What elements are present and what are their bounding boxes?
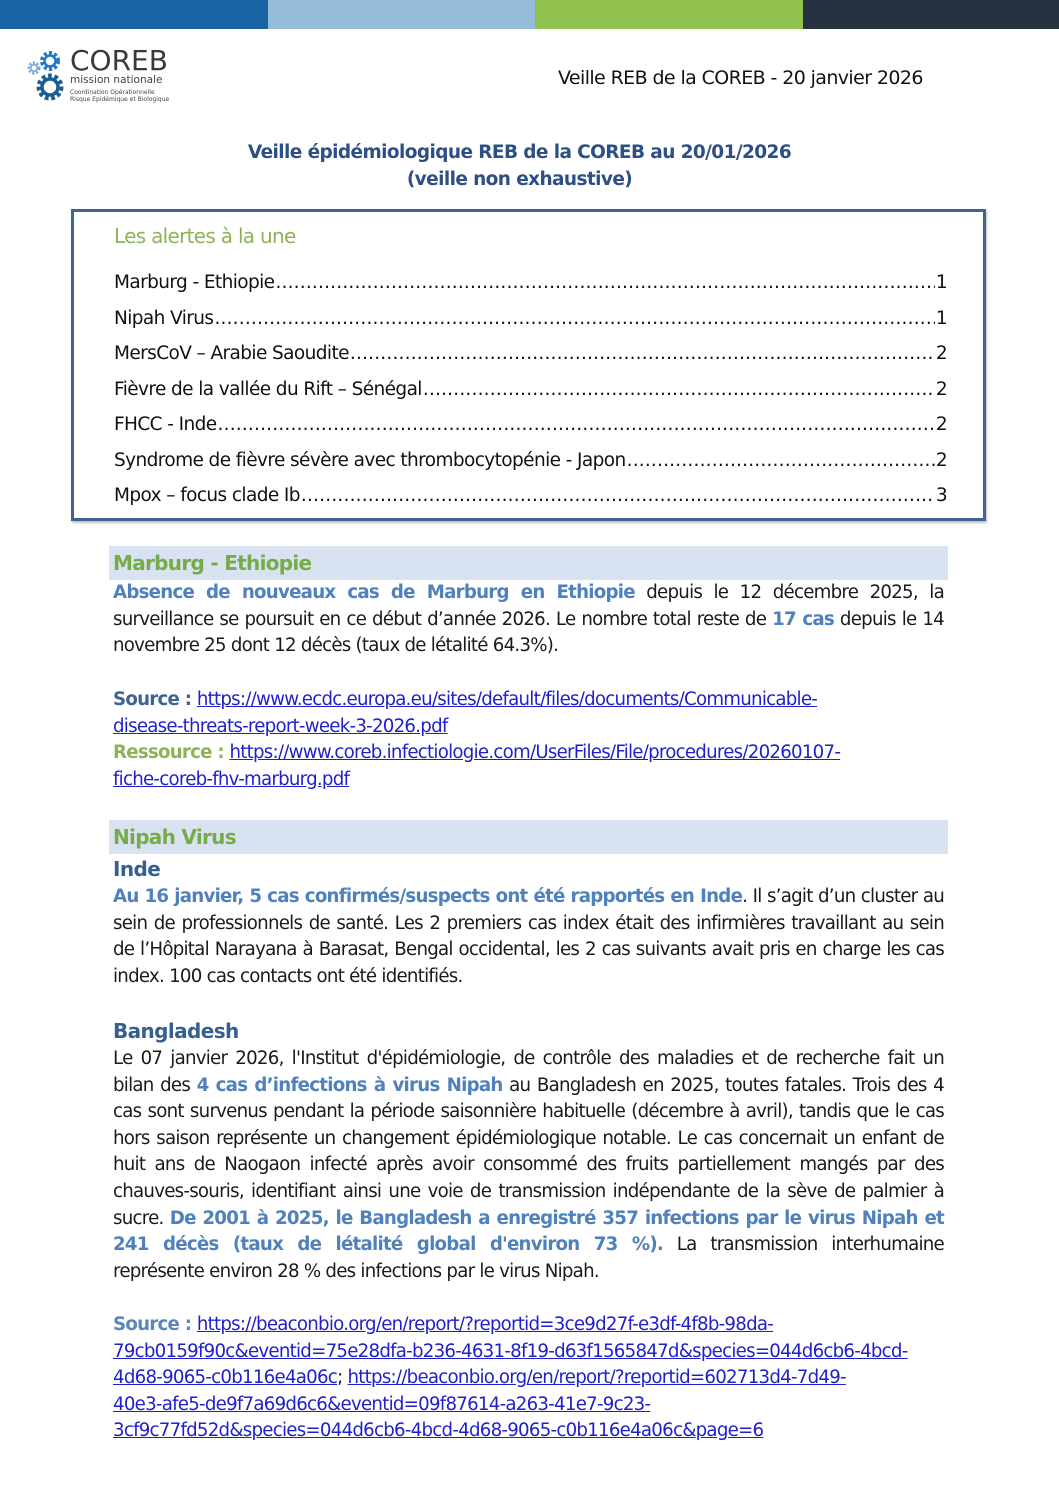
toc-page-number: 3 [935,485,947,506]
marburg-paragraph [113,580,944,660]
toc-item-merscov[interactable] [114,343,947,379]
toc-list [114,272,947,521]
section-header-marburg [109,546,948,580]
source-link-beaconbio-2[interactable]: https://beaconbio.org/en/report/?reportid=602713d4-7d49- [347,1367,846,1389]
document-subtitle: (veille non exhaustive) [406,169,633,190]
coreb-logo [26,44,170,106]
toc-page-number: 2 [935,343,947,364]
highlight-text: 4 cas d’infections à virus Nipah [196,1074,503,1096]
body-text: depuis le 12 décembre 2025, la surveillance se poursuit en ce début d’année 2026. Le nombre total reste de [113,582,944,630]
color-bar-segment-light-blue [268,0,535,29]
section-title: Nipah Virus [113,825,236,849]
body-text: au Bangladesh en 2025, toutes fatales. Trois des 4 cas sont survenus pendant la période saisonnière habituelle (décembre à avril), tandis que le cas hors saison représente un changement épidémiologique notable. Le cas concernait un enfant de huit ans de Naogaon infecté après avoir consommé des fruits partiellement mangés par des chauves-souris, identifiant ainsi une voie de transmission indépendante de la sève de palmier à sucre. [113,1074,944,1229]
section-header-nipah [109,820,948,854]
toc-leader-dots [275,272,934,293]
toc-item-label: Marburg - Ethiopie [114,272,275,293]
nipah-bangladesh-paragraph [113,1046,944,1285]
logo-tagline-1: Coordination Opérationnelle [70,89,155,96]
toc-leader-dots [214,308,934,329]
toc-item-label: MersCoV – Arabie Saoudite [114,343,349,364]
toc-item-mpox[interactable] [114,485,947,521]
logo-wordmark: COREB [70,44,168,77]
document-title: Veille épidémiologique REB de la COREB au 20/01/2026 [247,142,792,163]
source-link-ecdc-cont[interactable]: disease-threats-report-week-3-2026.pdf [113,715,448,737]
toc-item-marburg[interactable] [114,272,947,308]
source-link-beaconbio-2-end[interactable]: 3cf9c77fd52d&species=044d6cb6-4bcd-4d68-9065-c0b116e4a06c&page=6 [113,1420,764,1442]
body-text: depuis le 14 novembre 25 dont 12 décès (taux de létalité 64.3%). [113,608,944,657]
source-link-beaconbio-1-end[interactable]: 4d68-9065-c0b116e4a06c [113,1367,338,1389]
logo-tagline-2: Risque Epidémique et Biologique [70,96,170,103]
source-label: Source : [113,689,197,710]
toc-leader-dots [218,414,935,435]
subheading-bangladesh: Bangladesh [113,1019,239,1043]
toc-page-number: 1 [935,272,947,293]
highlight-text: Absence de nouveaux cas de Marburg en Ethiopie [113,582,635,603]
toc-leader-dots [350,343,935,364]
toc-item-label: Mpox – focus clade Ib [114,485,300,506]
toc-item-label: FHCC - Inde [114,414,217,435]
toc-leader-dots [627,450,935,471]
toc-leader-dots [301,485,935,506]
toc-page-number: 1 [935,307,947,329]
toc-item-fhcc[interactable] [114,414,947,450]
running-header-title: Veille REB de la COREB - 20 janvier 2026 [558,67,923,89]
highlight-text: 17 cas [772,608,835,630]
toc-item-label: Syndrome de fièvre sévère avec thrombocytopénie - Japon [114,449,626,471]
highlight-text: Au 16 janvier, 5 cas confirmés/suspects ont été rapportés en Inde [113,886,743,907]
subheading-inde: Inde [113,857,161,881]
toc-page-number: 2 [935,449,947,471]
toc-item-sfts[interactable] [114,450,947,486]
header-color-bar [0,0,1059,29]
toc-item-rift-valley[interactable] [114,379,947,415]
source-link-beaconbio-1-cont[interactable]: 79cb0159f90c&eventid=75e28dfa-b236-4631-8f19-d63f1565847d&species=044d6cb6-4bcd- [113,1340,908,1362]
resource-link-coreb-cont[interactable]: fiche-coreb-fhv-marburg.pdf [113,768,350,790]
color-bar-segment-green [535,0,803,29]
source-link-ecdc[interactable]: https://www.ecdc.europa.eu/sites/default/files/documents/Communicable- [196,689,818,710]
gears-icon [26,48,70,104]
source-label: Source : [113,1314,197,1335]
body-text: . Il s’agit d’un cluster au sein de professionnels de santé. Les 2 premiers cas index était des infirmières travaillant au sein de l’Hôpital Narayana à Barasat, Bengal occidental, les 2 cas suivants avait pris en charge les cas index. 100 cas contacts ont été identifiés. [113,886,944,987]
toc-page-number: 2 [935,414,947,435]
toc-item-nipah[interactable] [114,308,947,344]
marburg-sources [113,687,953,793]
toc-item-label: Nipah Virus [114,307,214,329]
toc-heading: Les alertes à la une [114,224,296,248]
toc-page-number: 2 [935,378,947,400]
body-text: Le 07 janvier 2026, l'Institut d'épidémiologie, de contrôle des maladies et de recherche fait un bilan des [113,1048,944,1096]
section-title: Marburg - Ethiopie [113,551,312,575]
body-text: La transmission interhumaine représente environ 28 % des infections par le virus Nipah. [113,1234,944,1282]
nipah-inde-paragraph [113,884,944,990]
resource-link-coreb[interactable]: https://www.coreb.infectiologie.com/UserFiles/File/procedures/20260107- [229,742,841,764]
nipah-sources [113,1312,953,1445]
color-bar-segment-dark-blue [0,0,268,29]
logo-subtitle: mission nationale [70,74,163,86]
highlight-text: De 2001 à 2025, le Bangladesh a enregistré 357 infections par le virus Nipah et 241 décès (taux de létalité global d'environ 73 %). [113,1207,944,1256]
link-separator: ; [337,1367,348,1389]
source-link-beaconbio-1[interactable]: https://beaconbio.org/en/report/?reportid=3ce9d27f-e3df-4f8b-98da- [196,1314,774,1335]
toc-leader-dots [423,379,935,400]
alerts-toc-box [71,209,986,521]
toc-item-label: Fièvre de la vallée du Rift – Sénégal [114,378,422,400]
source-link-beaconbio-2-cont[interactable]: 40e3-afe5-de9f7a69d6c6&eventid=09f87614-a263-41e7-9c23- [113,1393,651,1415]
color-bar-segment-navy [803,0,1059,29]
resource-label: Ressource : [113,742,230,764]
